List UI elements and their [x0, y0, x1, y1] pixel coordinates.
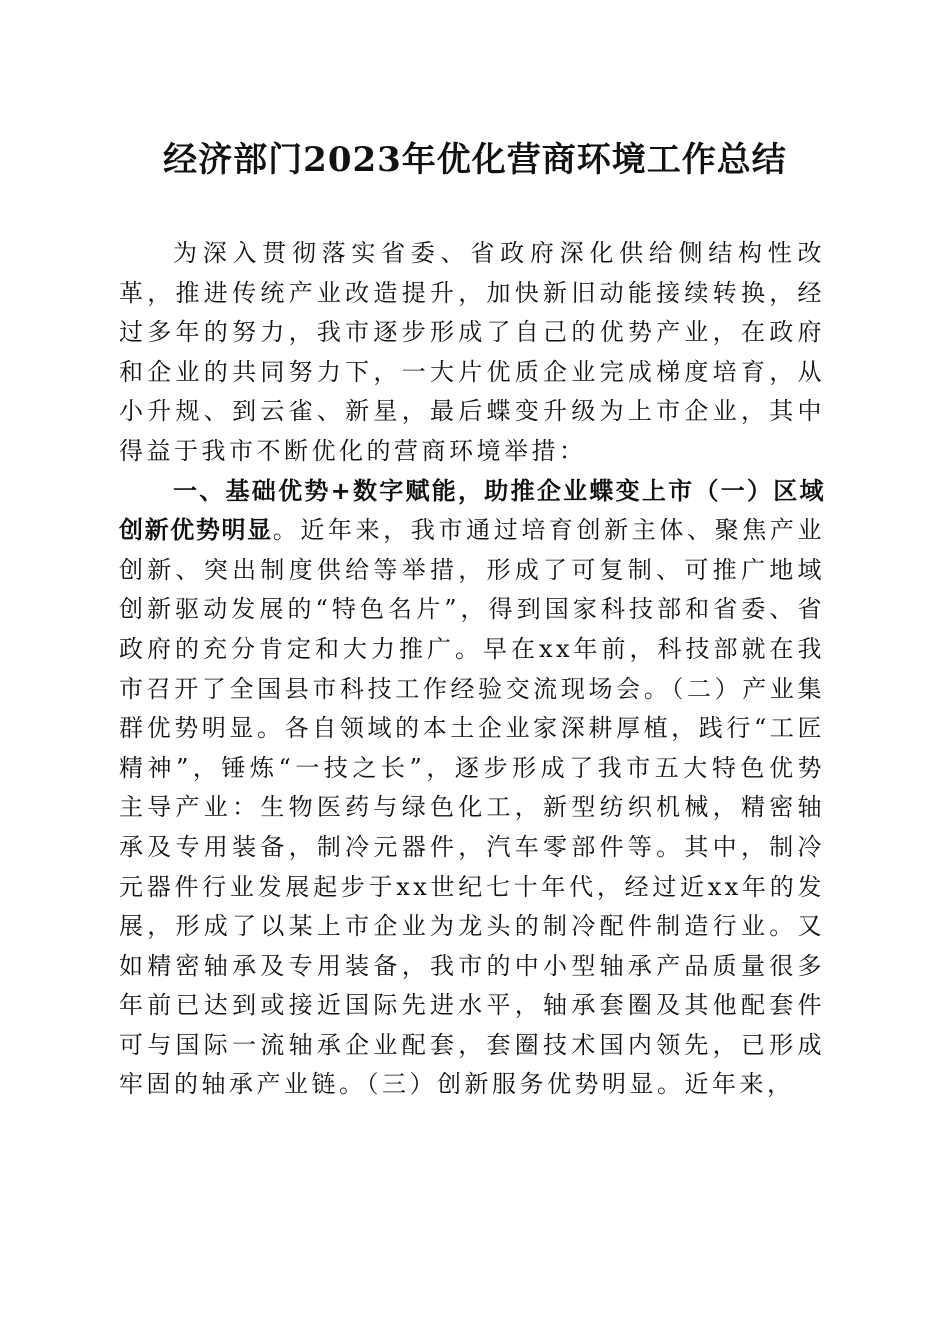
section-1-heading: 一、基础优势+数字赋能，助推企业蝶变上市（一）区域创新优势明显: [119, 476, 825, 545]
document-body: [119, 234, 825, 1105]
section-1-paragraph: [119, 472, 825, 1106]
intro-paragraph: 为深入贯彻落实省委、省政府深化供给侧结构性改革，推进传统产业改造提升，加快新旧动能接续转换，经过多年的努力，我市逐步形成了自己的优势产业，在政府和企业的共同努力下，一大片优质企业完成梯度培育，从小升规、到云雀、新星，最后蝶变升级为上市企业，其中得益于我市不断优化的营商环境举措：: [119, 239, 825, 465]
document-title: 经济部门2023年优化营商环境工作总结: [163, 140, 787, 180]
section-1-text: 。近年来，我市通过培育创新主体、聚焦产业创新、突出制度供给等举措，形成了可复制、可推广地域创新驱动发展的“特色名片”，得到国家科技部和省委、省政府的充分肯定和大力推广。早在xx年前，科技部就在我市召开了全国县市科技工作经验交流现场会。（二）产业集群优势明显。各自领域的本土企业家深耕厚植，践行“工匠精神”，锤炼“一技之长”，逐步形成了我市五大特色优势主导产业：生物医药与绿色化工，新型纺织机械，精密轴承及专用装备，制冷元器件，汽车零部件等。其中，制冷元器件行业发展起步于xx世纪七十年代，经过近xx年的发展，形成了以某上市企业为龙头的制冷配件制造行业。又如精密轴承及专用装备，我市的中小型轴承产品质量很多年前已达到或接近国际先进水平，轴承套圈及其他配套件可与国际一流轴承企业配套，套圈技术国内领先，已形成牢固的轴承产业链。（三）创新服务优势明显。近年来，: [119, 516, 826, 1099]
